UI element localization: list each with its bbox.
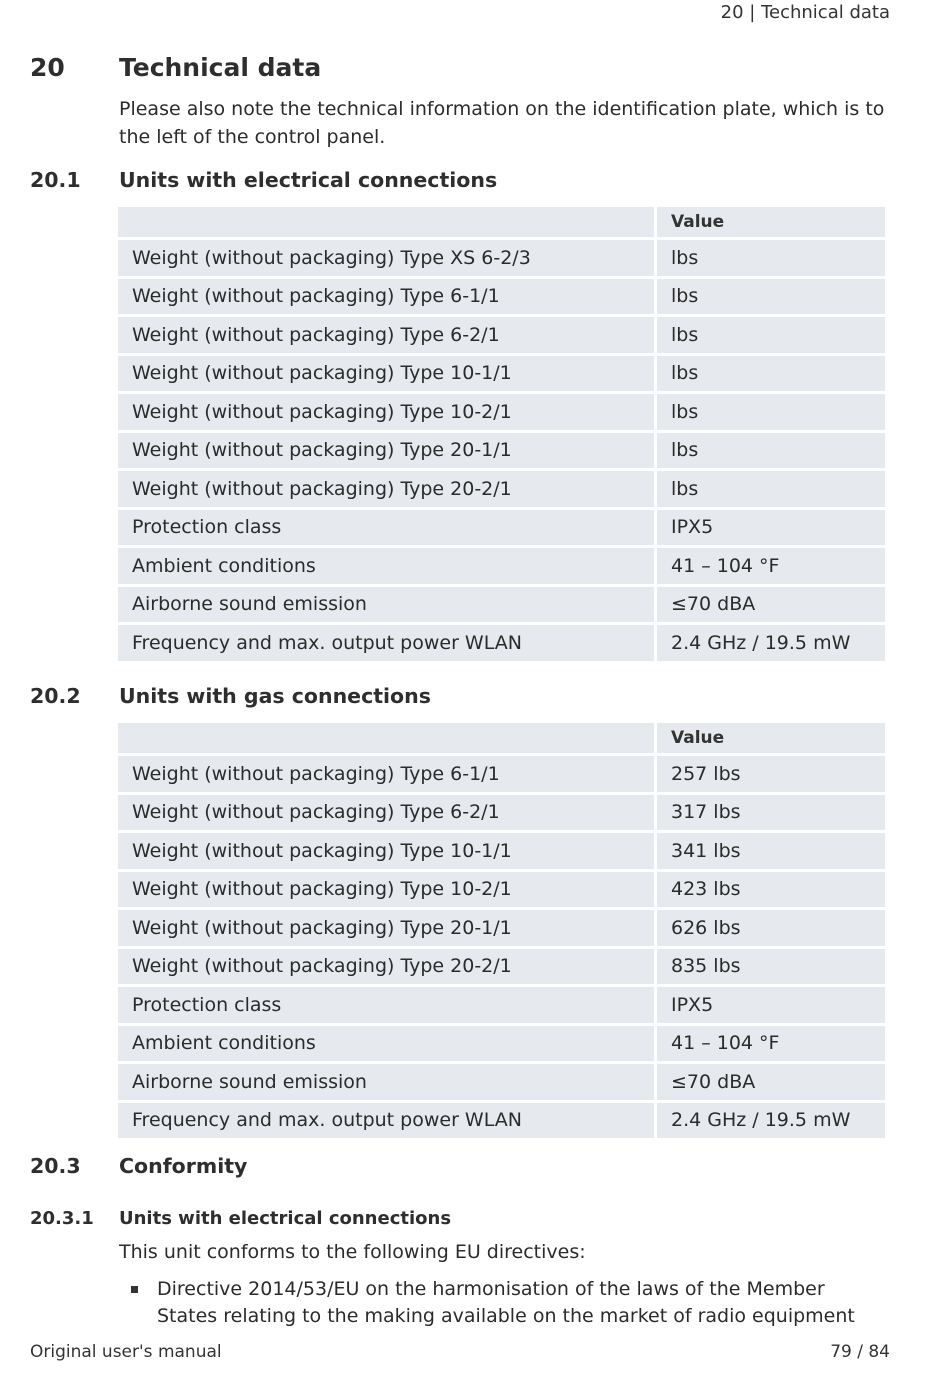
conformity-intro: This unit conforms to the following EU directives:: [119, 1241, 586, 1263]
value-cell: lbs: [657, 471, 885, 507]
table-header-cell: Value: [657, 207, 885, 237]
table-row: [118, 949, 885, 985]
parameter-cell: Protection class: [118, 987, 654, 1023]
value-cell: 626 lbs: [657, 910, 885, 946]
parameter-cell: Weight (without packaging) Type 6-2/1: [118, 317, 654, 353]
table-row: [118, 910, 885, 946]
parameter-cell: Weight (without packaging) Type 20-1/1: [118, 910, 654, 946]
value-cell: lbs: [657, 356, 885, 392]
table-row: [118, 510, 885, 546]
table-row: [118, 471, 885, 507]
table-row: [118, 833, 885, 869]
value-cell: 2.4 GHz / 19.5 mW: [657, 1103, 885, 1139]
value-cell: lbs: [657, 433, 885, 469]
table-row: [118, 317, 885, 353]
table-row: [118, 756, 885, 792]
gas-spec-table: [115, 720, 888, 1141]
parameter-cell: Weight (without packaging) Type 6-1/1: [118, 279, 654, 315]
table-row: [118, 394, 885, 430]
parameter-cell: Protection class: [118, 510, 654, 546]
section-number: 20.1: [30, 168, 81, 192]
section-number: 20.3: [30, 1154, 81, 1178]
footer-document-title: Original user's manual: [30, 1342, 222, 1362]
table-row: [118, 625, 885, 661]
list-item: Directive 2014/53/EU on the harmonisation of the laws of the Member States relating to the making available on the market of radio equipment: [157, 1278, 855, 1327]
chapter-number: 20: [30, 53, 65, 82]
subsection-number: 20.3.1: [30, 1208, 94, 1229]
parameter-cell: Weight (without packaging) Type 6-1/1: [118, 756, 654, 792]
table-header-cell: [118, 207, 654, 237]
section-title: Conformity: [119, 1154, 248, 1178]
electrical-spec-table: [115, 204, 888, 664]
value-cell: lbs: [657, 317, 885, 353]
value-cell: 341 lbs: [657, 833, 885, 869]
running-header: 20 | Technical data: [720, 2, 890, 23]
table-row: [118, 1064, 885, 1100]
table-row: [118, 1026, 885, 1062]
value-cell: lbs: [657, 394, 885, 430]
chapter-title: Technical data: [119, 53, 322, 82]
parameter-cell: Weight (without packaging) Type 20-2/1: [118, 949, 654, 985]
parameter-cell: Weight (without packaging) Type XS 6-2/3: [118, 240, 654, 276]
table-header-cell: [118, 723, 654, 753]
parameter-cell: Weight (without packaging) Type 20-2/1: [118, 471, 654, 507]
value-cell: ≤70 dBA: [657, 587, 885, 623]
value-cell: 423 lbs: [657, 872, 885, 908]
table-row: [118, 548, 885, 584]
table-row: [118, 433, 885, 469]
value-cell: 317 lbs: [657, 795, 885, 831]
section-title: Units with gas connections: [119, 684, 431, 708]
parameter-cell: Weight (without packaging) Type 10-1/1: [118, 833, 654, 869]
table-row: [118, 587, 885, 623]
table-row: [118, 240, 885, 276]
value-cell: ≤70 dBA: [657, 1064, 885, 1100]
parameter-cell: Weight (without packaging) Type 20-1/1: [118, 433, 654, 469]
table-row: [118, 987, 885, 1023]
section-title: Units with electrical connections: [119, 168, 498, 192]
table-row: [118, 356, 885, 392]
footer-page-number: 79 / 84: [830, 1342, 890, 1362]
parameter-cell: Airborne sound emission: [118, 587, 654, 623]
section-number: 20.2: [30, 684, 81, 708]
parameter-cell: Frequency and max. output power WLAN: [118, 625, 654, 661]
parameter-cell: Airborne sound emission: [118, 1064, 654, 1100]
table-header-row: [118, 723, 885, 753]
table-row: [118, 872, 885, 908]
value-cell: 2.4 GHz / 19.5 mW: [657, 625, 885, 661]
parameter-cell: Ambient conditions: [118, 548, 654, 584]
value-cell: IPX5: [657, 987, 885, 1023]
parameter-cell: Weight (without packaging) Type 10-2/1: [118, 872, 654, 908]
parameter-cell: Weight (without packaging) Type 10-1/1: [118, 356, 654, 392]
bullet-icon: [131, 1286, 138, 1293]
value-cell: lbs: [657, 279, 885, 315]
table-row: [118, 279, 885, 315]
value-cell: 257 lbs: [657, 756, 885, 792]
parameter-cell: Weight (without packaging) Type 6-2/1: [118, 795, 654, 831]
table-header-cell: Value: [657, 723, 885, 753]
table-row: [118, 795, 885, 831]
value-cell: 835 lbs: [657, 949, 885, 985]
value-cell: 41 – 104 °F: [657, 1026, 885, 1062]
chapter-intro: Please also note the technical information on the identification plate, which is to the left of the control panel.: [119, 98, 885, 148]
parameter-cell: Weight (without packaging) Type 10-2/1: [118, 394, 654, 430]
table-row: [118, 1103, 885, 1139]
value-cell: 41 – 104 °F: [657, 548, 885, 584]
value-cell: IPX5: [657, 510, 885, 546]
value-cell: lbs: [657, 240, 885, 276]
parameter-cell: Ambient conditions: [118, 1026, 654, 1062]
subsection-title: Units with electrical connections: [119, 1208, 452, 1229]
table-header-row: [118, 207, 885, 237]
parameter-cell: Frequency and max. output power WLAN: [118, 1103, 654, 1139]
